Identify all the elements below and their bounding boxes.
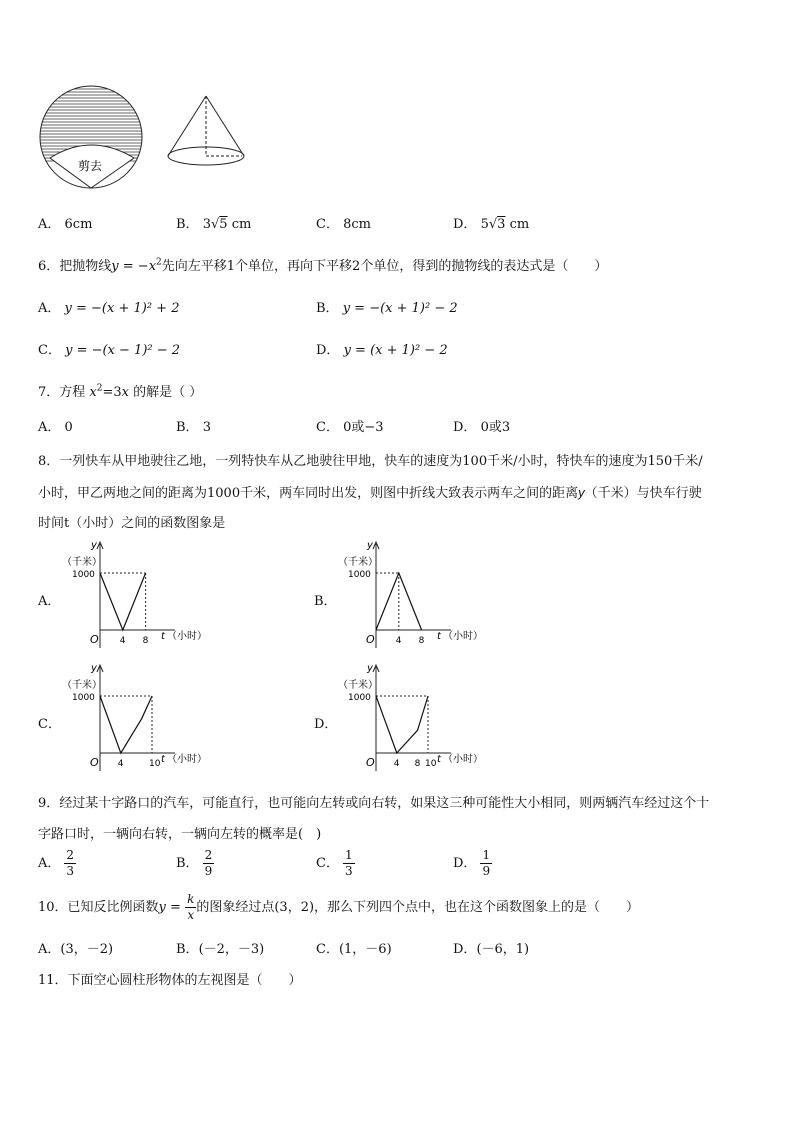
q8-stem-line2: 小时，甲乙两地之间的距离为1000千米，两车同时出发，则图中折线大致表示两车之间的距离y（千米）与快车行驶 (38, 485, 702, 501)
q10-option-b[interactable]: B．(－2，－3) (176, 942, 265, 957)
origin-label: O (90, 756, 99, 769)
q7-option-a[interactable]: A． 0 (38, 420, 73, 435)
t-unit-label: （小时） (443, 754, 483, 765)
x-tick-4: 4 (117, 759, 124, 769)
q8-option-c[interactable]: C． (38, 717, 61, 732)
q5-option-d[interactable]: D． 5√3 cm (453, 217, 530, 232)
q11-stem: 11．下面空心圆柱形物体的左视图是（ ） (38, 973, 302, 988)
origin-label: O (90, 633, 99, 646)
sqrt-icon: √ (210, 217, 220, 232)
distance-polyline (100, 696, 152, 753)
q10-stem: 10．已知反比例函数y = $\frac{k}{x}$ 的图象经过点(3，2)，那么下列四个点中，也在这个函数图象上的是（ ） (38, 892, 640, 922)
q7-option-d[interactable]: D． 0或3 (453, 420, 511, 435)
t-axis-label: t (161, 754, 165, 765)
q8-graph-c[interactable] (60, 658, 230, 777)
q5-figure (38, 84, 248, 194)
q5-option-c[interactable]: C． 8cm (316, 217, 371, 232)
x-tick-10: 10 (425, 759, 437, 769)
q8-graph-d[interactable] (336, 658, 506, 777)
sqrt-icon: √ (488, 217, 498, 232)
q8-option-d[interactable]: D． (314, 717, 338, 732)
q9-stem-line2: 字路口时，一辆向右转，一辆向左转的概率是( ) (38, 827, 322, 842)
t-unit-label: （小时） (167, 754, 207, 765)
distance-polyline (100, 573, 146, 630)
t-axis-label: t (437, 754, 441, 765)
q5-option-a[interactable]: A． 6cm (38, 217, 93, 232)
origin-label: O (366, 756, 375, 769)
y-unit-label: （千米） (338, 557, 378, 568)
x-tick-4: 4 (395, 636, 402, 646)
q6-option-c[interactable]: C． y = −(x − 1)² − 2 (38, 343, 181, 358)
cone (168, 96, 244, 165)
y-unit-label: （千米） (338, 680, 378, 691)
y-axis-label: y (91, 663, 97, 674)
x-tick-10: 10 (149, 759, 161, 769)
x-tick-4: 4 (119, 636, 126, 646)
q5-option-b[interactable]: B． 3√5 cm (176, 217, 252, 232)
y-unit-label: （千米） (62, 557, 102, 568)
t-unit-label: （小时） (443, 631, 483, 642)
q6-stem: 6．把抛物线$y = -x^2$先向左平移1个单位，再向下平移2个单位，得到的抛物线的表达式是（ ） (38, 257, 608, 274)
y-axis-label: y (367, 663, 373, 674)
q9-option-a[interactable]: A． $\frac{2}{3}$ (38, 848, 75, 878)
q9-option-c[interactable]: C． $\frac{1}{3}$ (316, 848, 353, 878)
q8-option-a[interactable]: A． (38, 594, 61, 609)
q8-stem-line3: 时间t（小时）之间的函数图象是 (38, 516, 226, 531)
y-tick-1000: 1000 (348, 570, 371, 580)
y-tick-1000: 1000 (72, 693, 95, 703)
q7-option-c[interactable]: C． 0或−3 (316, 420, 384, 435)
x-tick-8: 8 (142, 636, 149, 646)
q10-option-a[interactable]: A．(3，－2) (38, 942, 114, 957)
q7-stem: 7．方程 $x^2=3x$ 的解是（ ） (38, 383, 203, 400)
cut-label: 剪去 (78, 159, 103, 173)
q8-graph-a[interactable] (60, 535, 230, 654)
q8-option-b[interactable]: B． (314, 594, 337, 609)
q10-option-d[interactable]: D．(－6，1) (453, 942, 530, 957)
q8-stem-line1: 8．一列快车从甲地驶往乙地，一列特快车从乙地驶往甲地，快车的速度为100千米/小时，特快车的速度为150千米/ (38, 454, 703, 469)
y-tick-1000: 1000 (348, 693, 371, 703)
q8-graph-b[interactable] (336, 535, 506, 654)
q9-option-d[interactable]: D． $\frac{1}{9}$ (453, 848, 491, 878)
q6-option-a[interactable]: A． y = −(x + 1)² + 2 (38, 301, 180, 316)
q6-option-d[interactable]: D． y = (x + 1)² − 2 (316, 343, 448, 358)
distance-polyline (376, 696, 428, 753)
x-tick-8: 8 (414, 759, 421, 769)
y-tick-1000: 1000 (72, 570, 95, 580)
t-unit-label: （小时） (167, 631, 207, 642)
y-axis-label: y (367, 540, 373, 551)
q6-option-b[interactable]: B． y = −(x + 1)² − 2 (316, 301, 458, 316)
q10-option-c[interactable]: C．(1，－6) (316, 942, 392, 957)
t-axis-label: t (437, 631, 441, 642)
q9-stem-line1: 9．经过某十字路口的汽车，可能直行，也可能向左转或向右转，如果这三种可能性大小相同，则两辆汽车经过这个十 (38, 796, 710, 811)
t-axis-label: t (161, 631, 165, 642)
q7-option-b[interactable]: B． 3 (176, 420, 211, 435)
q9-option-b[interactable]: B． $\frac{2}{9}$ (176, 848, 213, 878)
y-axis-label: y (91, 540, 97, 551)
y-unit-label: （千米） (62, 680, 102, 691)
circle-cone-figure (38, 84, 248, 194)
origin-label: O (366, 633, 375, 646)
x-tick-8: 8 (418, 636, 425, 646)
x-tick-4: 4 (393, 759, 400, 769)
